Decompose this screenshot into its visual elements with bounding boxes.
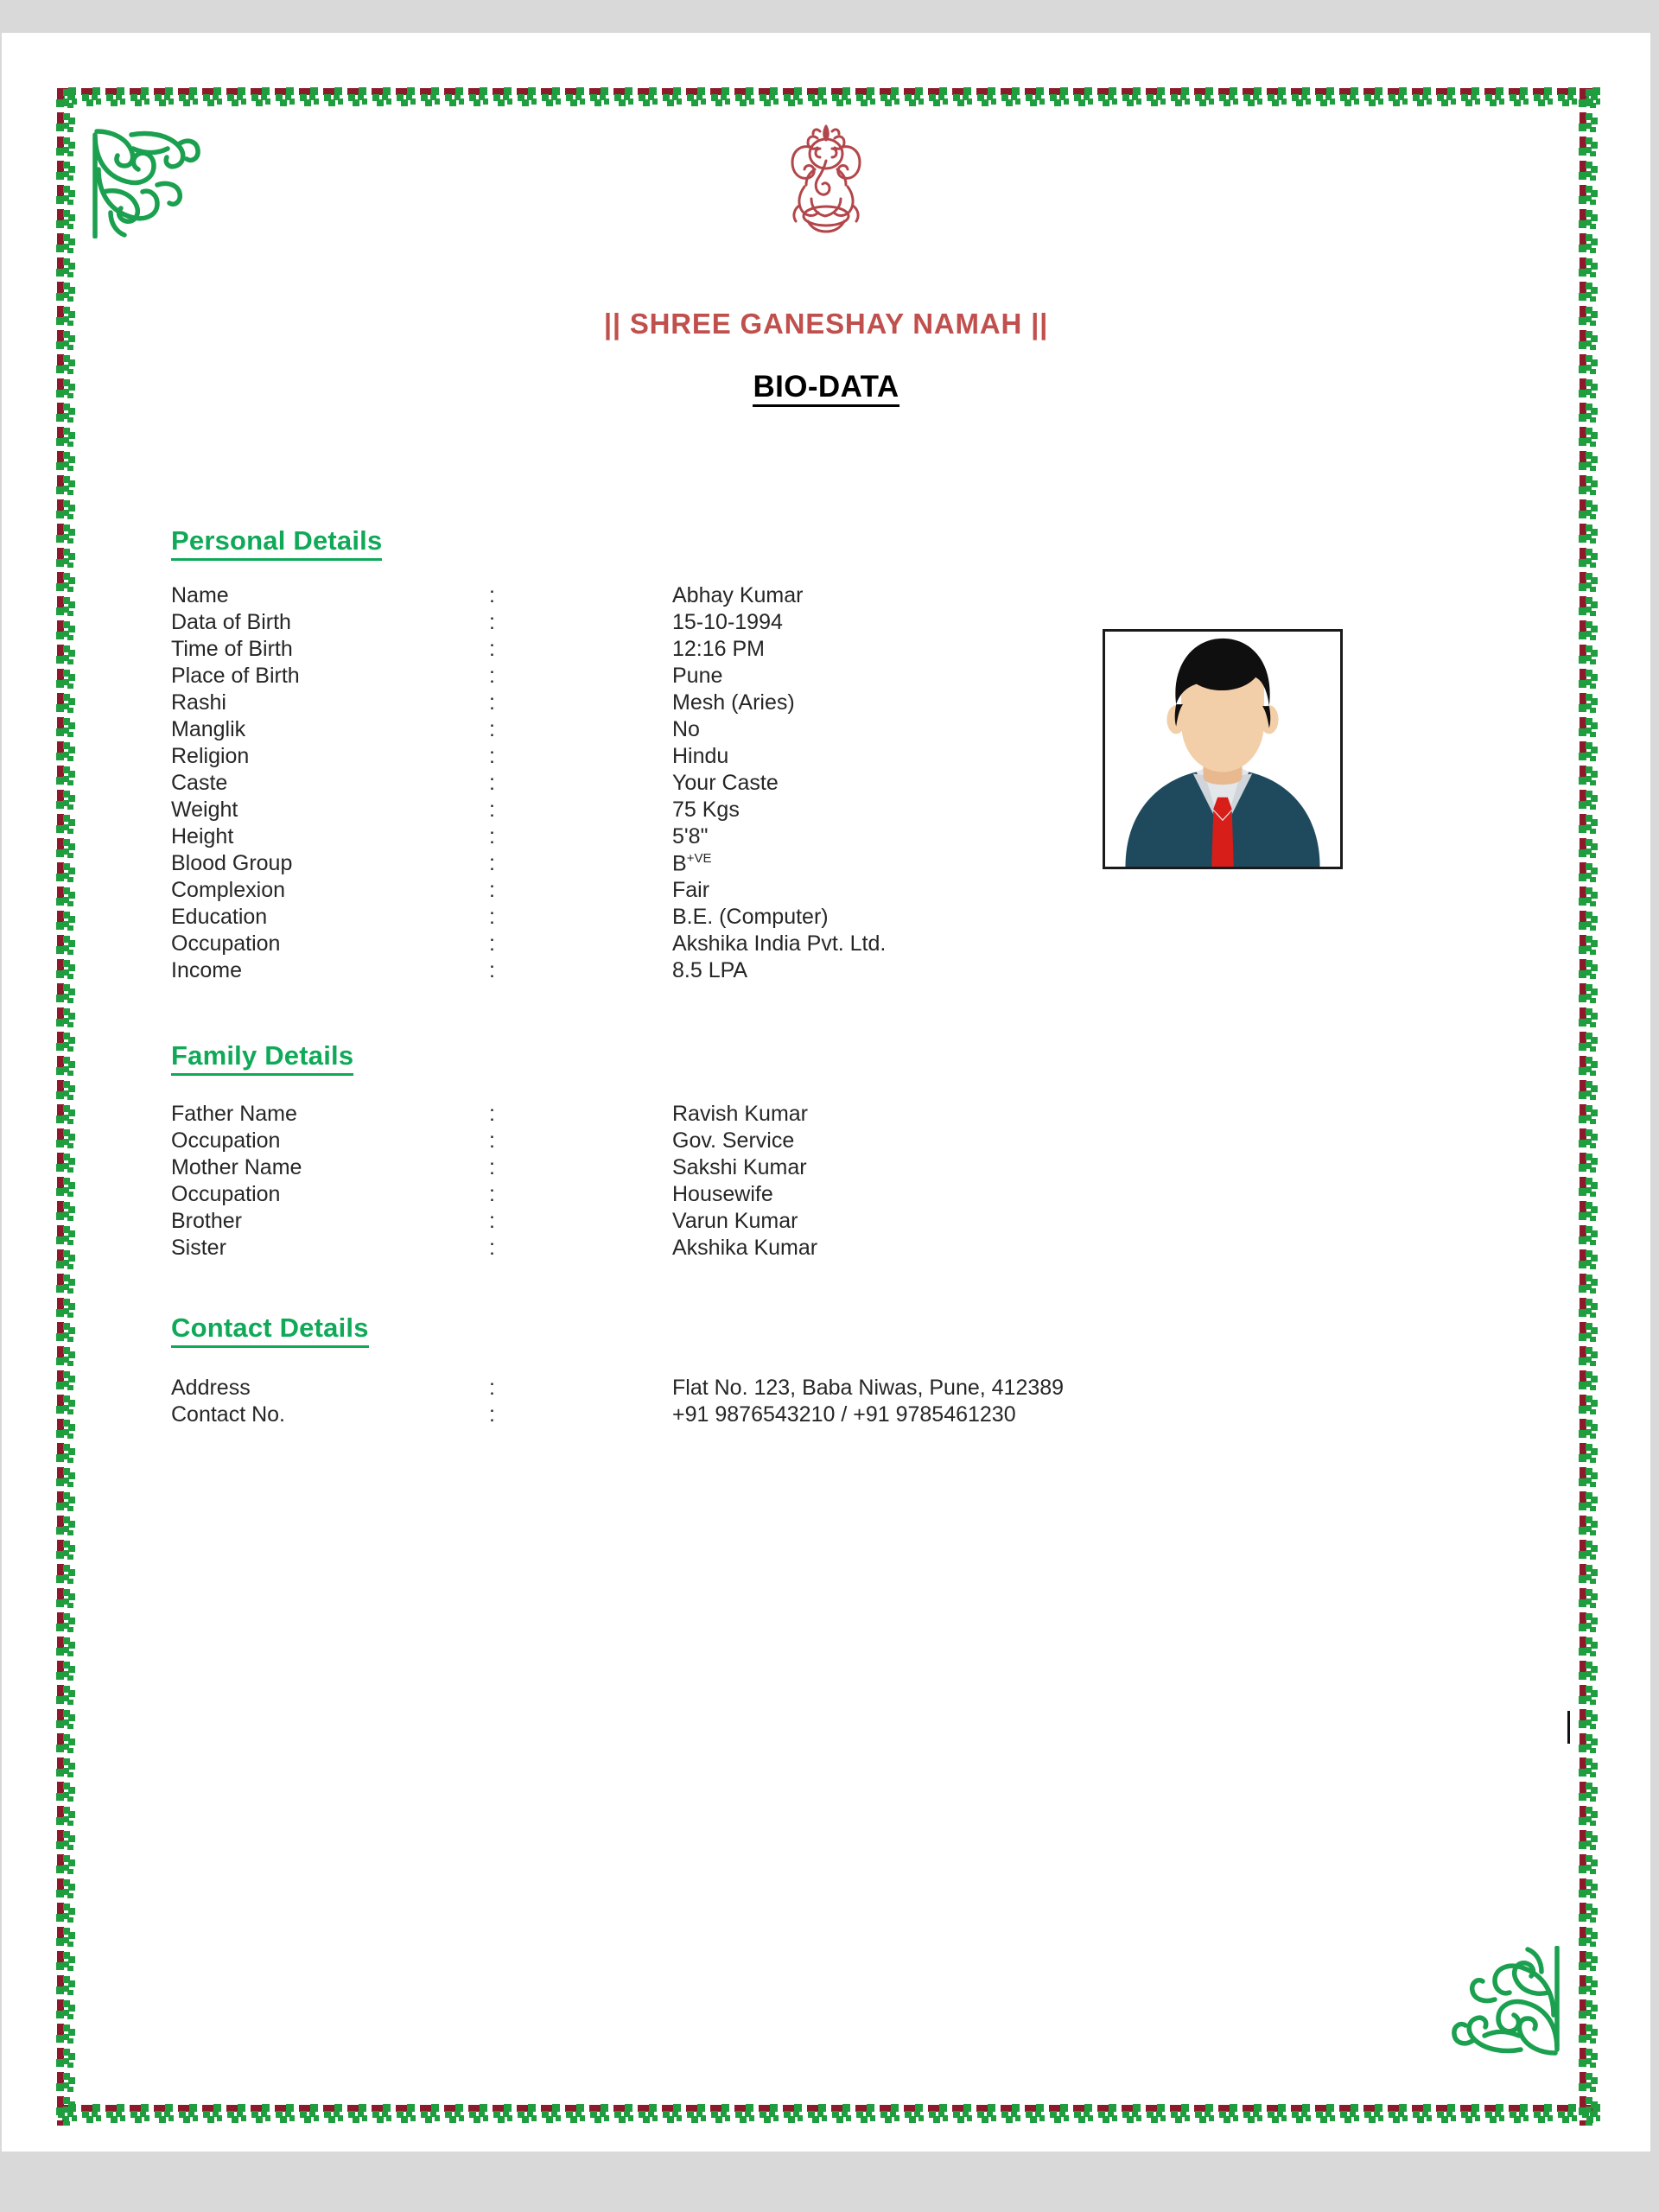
- detail-separator: :: [489, 610, 495, 634]
- detail-value: Sakshi Kumar: [672, 1155, 807, 1179]
- detail-value: +91 9876543210 / +91 9785461230: [672, 1402, 1016, 1427]
- detail-separator: :: [489, 1402, 495, 1427]
- detail-label: Occupation: [171, 931, 281, 956]
- border-edge-bottom: [55, 2103, 1600, 2126]
- rows-contact-details: [171, 1376, 1554, 1429]
- detail-row: [171, 1182, 1554, 1209]
- page-title: [2, 370, 1650, 404]
- detail-separator: :: [489, 798, 495, 822]
- detail-label: Income: [171, 958, 242, 982]
- detail-row: [171, 824, 1554, 851]
- text-cursor-caret: [1567, 1711, 1570, 1744]
- document-page: [2, 33, 1650, 2152]
- detail-row: [171, 878, 1554, 905]
- detail-value: 12:16 PM: [672, 637, 766, 661]
- detail-value: Akshika India Pvt. Ltd.: [672, 931, 887, 956]
- detail-label: Time of Birth: [171, 637, 293, 661]
- detail-value: Pune: [672, 664, 723, 688]
- detail-separator: :: [489, 958, 495, 982]
- detail-separator: :: [489, 1182, 495, 1206]
- detail-row: [171, 1236, 1554, 1262]
- detail-value: Gov. Service: [672, 1128, 795, 1153]
- detail-separator: :: [489, 717, 495, 741]
- detail-label: Sister: [171, 1236, 226, 1260]
- detail-label: Occupation: [171, 1182, 281, 1206]
- detail-separator: :: [489, 1236, 495, 1260]
- detail-label: Complexion: [171, 878, 286, 902]
- detail-value: Fair: [672, 878, 710, 902]
- detail-label: Occupation: [171, 1128, 281, 1153]
- page-title-text: BIO-DATA: [753, 370, 899, 407]
- blood-group-base: B: [672, 851, 687, 876]
- detail-row: [171, 1402, 1554, 1429]
- profile-photo: [1103, 629, 1343, 869]
- detail-label: Mother Name: [171, 1155, 302, 1179]
- detail-label: Brother: [171, 1209, 242, 1233]
- section-family-details: [171, 1040, 1554, 1262]
- detail-label: Data of Birth: [171, 610, 291, 634]
- detail-value: 75 Kgs: [672, 798, 740, 822]
- detail-row: [171, 798, 1554, 824]
- detail-value: 5'8": [672, 824, 709, 849]
- detail-separator: :: [489, 1102, 495, 1126]
- detail-row: [171, 1102, 1554, 1128]
- section-spacer: [171, 985, 1554, 1040]
- detail-label: Religion: [171, 744, 250, 768]
- detail-row: [171, 1155, 1554, 1182]
- detail-separator: :: [489, 664, 495, 688]
- detail-value: Akshika Kumar: [672, 1236, 818, 1260]
- blood-group-rh: +VE: [686, 851, 712, 866]
- detail-row: [171, 744, 1554, 771]
- detail-value: 8.5 LPA: [672, 958, 748, 982]
- section-title-personal-details: Personal Details: [171, 525, 382, 561]
- section-spacer: [171, 1262, 1554, 1313]
- detail-label: Place of Birth: [171, 664, 300, 688]
- detail-value: B.E. (Computer): [672, 905, 829, 929]
- detail-row: [171, 717, 1554, 744]
- detail-label: Weight: [171, 798, 238, 822]
- detail-separator: :: [489, 851, 495, 876]
- detail-label: Blood Group: [171, 851, 293, 876]
- detail-row: [171, 664, 1554, 690]
- detail-separator: :: [489, 1209, 495, 1233]
- detail-label: Name: [171, 583, 229, 607]
- detail-separator: :: [489, 744, 495, 768]
- detail-label: Contact No.: [171, 1402, 286, 1427]
- rows-family-details: [171, 1102, 1554, 1262]
- detail-value: 15-10-1994: [672, 610, 783, 634]
- detail-row: [171, 905, 1554, 931]
- detail-separator: :: [489, 824, 495, 849]
- detail-label: Address: [171, 1376, 251, 1400]
- detail-separator: :: [489, 583, 495, 607]
- section-personal-details: [171, 525, 1554, 985]
- detail-value: Flat No. 123, Baba Niwas, Pune, 412389: [672, 1376, 1065, 1400]
- border-edge-top: [55, 86, 1600, 109]
- detail-value: Ravish Kumar: [672, 1102, 808, 1126]
- detail-separator: :: [489, 931, 495, 956]
- detail-separator: :: [489, 1128, 495, 1153]
- corner-flourish-icon-bottom-right: [1445, 1946, 1574, 2075]
- detail-row: [171, 1376, 1554, 1402]
- detail-separator: :: [489, 637, 495, 661]
- detail-row: [171, 1209, 1554, 1236]
- detail-row: [171, 610, 1554, 637]
- detail-separator: :: [489, 771, 495, 795]
- detail-separator: :: [489, 1376, 495, 1400]
- detail-value: No: [672, 717, 700, 741]
- detail-value: Hindu: [672, 744, 729, 768]
- detail-label: Rashi: [171, 690, 226, 715]
- rows-personal-details: [171, 583, 1554, 985]
- detail-value: Your Caste: [672, 771, 779, 795]
- biodata-content: [171, 525, 1554, 1429]
- detail-separator: :: [489, 905, 495, 929]
- detail-row: [171, 637, 1554, 664]
- section-contact-details: [171, 1313, 1554, 1429]
- mantra-text: || SHREE GANESHAY NAMAH ||: [603, 308, 1049, 340]
- detail-value: Housewife: [672, 1182, 773, 1206]
- corner-flourish-icon-top-left: [78, 109, 207, 238]
- detail-separator: :: [489, 878, 495, 902]
- detail-separator: :: [489, 1155, 495, 1179]
- ganesha-icon: [770, 119, 882, 236]
- section-title-contact-details: Contact Details: [171, 1313, 369, 1348]
- detail-row: [171, 851, 1554, 878]
- detail-row: [171, 771, 1554, 798]
- detail-label: Education: [171, 905, 268, 929]
- detail-value: Varun Kumar: [672, 1209, 798, 1233]
- section-title-family-details: Family Details: [171, 1040, 353, 1076]
- detail-value: Mesh (Aries): [672, 690, 795, 715]
- detail-label: Height: [171, 824, 234, 849]
- detail-row: [171, 958, 1554, 985]
- detail-label: Father Name: [171, 1102, 297, 1126]
- detail-row: [171, 931, 1554, 958]
- detail-row: [171, 1128, 1554, 1155]
- detail-label: Caste: [171, 771, 228, 795]
- detail-row: [171, 583, 1554, 610]
- detail-label: Manglik: [171, 717, 246, 741]
- detail-separator: :: [489, 690, 495, 715]
- detail-row: [171, 690, 1554, 717]
- detail-value: Abhay Kumar: [672, 583, 804, 607]
